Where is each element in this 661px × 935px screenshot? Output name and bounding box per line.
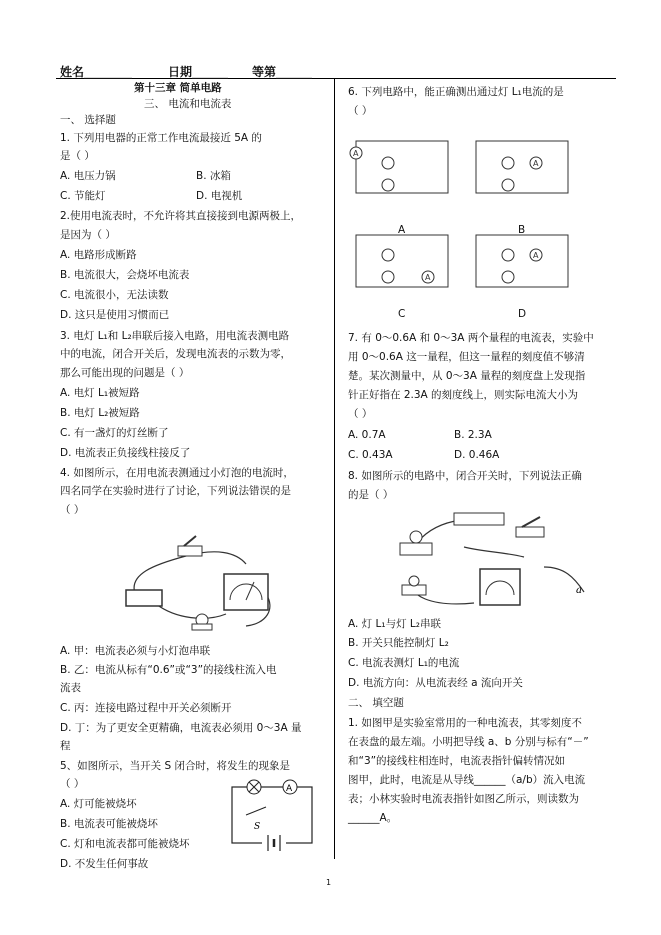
svg-text:A: A bbox=[533, 159, 539, 168]
column-divider bbox=[334, 79, 335, 859]
fill1-stem: 1. 如图甲是实验室常用的一种电流表，其零刻度不 bbox=[348, 717, 582, 729]
q4-option-c: C. 丙：连接电路过程中开关必须断开 bbox=[60, 702, 232, 714]
q4-stem: 4. 如图所示，在用电流表测通过小灯泡的电流时， bbox=[60, 467, 294, 479]
q7-stem: （ ） bbox=[348, 408, 373, 420]
name-field: 姓名________ bbox=[60, 65, 133, 79]
q5-option-b: B. 电流表可能被烧坏 bbox=[60, 818, 158, 830]
svg-text:A: A bbox=[286, 784, 293, 794]
q7-stem: 用 0～0.6A 这一量程，但这一量程的刻度值不够清 bbox=[348, 351, 585, 363]
q8-option-d: D. 电流方向：从电流表经 a 流向开关 bbox=[348, 677, 523, 689]
worksheet-page bbox=[56, 62, 616, 870]
q4-stem: 四名同学在实验时进行了讨论，下列说法错误的是 bbox=[60, 485, 291, 497]
svg-text:A: A bbox=[533, 251, 539, 260]
q7-option-d: D. 0.46A bbox=[454, 449, 500, 461]
q5-option-d: D. 不发生任何事故 bbox=[60, 858, 149, 870]
q2-stem: 是因为（ ） bbox=[60, 229, 116, 241]
fill1-stem: ______A。 bbox=[348, 812, 398, 824]
q5-stem: （ ） bbox=[60, 778, 85, 790]
q6-stem: 6. 下列电路中，能正确测出通过灯 L₁电流的是 bbox=[348, 86, 564, 98]
q5-switch-label: S bbox=[254, 822, 261, 832]
q4-option-d: 程 bbox=[60, 740, 71, 752]
q2-option-c: C. 电流很小，无法读数 bbox=[60, 289, 169, 301]
page-number: 1 bbox=[326, 878, 332, 887]
q2-option-b: B. 电流很大，会烧坏电流表 bbox=[60, 269, 190, 281]
q8-option-b: B. 开关只能控制灯 L₂ bbox=[348, 637, 449, 649]
q6-label-a: A bbox=[398, 224, 406, 236]
q5-stem: 5、如图所示，当开关 S 闭合时，将发生的现象是 bbox=[60, 760, 291, 772]
q1-stem: 是（ ） bbox=[60, 150, 95, 162]
header-row bbox=[56, 62, 616, 79]
q6-stem: （ ） bbox=[348, 105, 373, 117]
svg-text:A: A bbox=[425, 273, 431, 282]
q2-option-d: D. 这只是使用习惯而已 bbox=[60, 309, 170, 321]
q8-circuit-figure bbox=[394, 507, 594, 617]
q3-option-d: D. 电流表正负接线柱接反了 bbox=[60, 447, 191, 459]
fill1-stem: 在表盘的最左端。小明把导线 a、b 分别与标有“－” bbox=[348, 736, 589, 748]
q6-label-d: D bbox=[518, 308, 527, 320]
svg-text:A: A bbox=[353, 149, 359, 158]
q3-option-b: B. 电灯 L₂被短路 bbox=[60, 407, 140, 419]
q1-option-b: B. 冰箱 bbox=[196, 170, 231, 182]
date-field: 日期______ bbox=[168, 65, 229, 79]
part2-heading: 二、 填空题 bbox=[348, 697, 404, 709]
q7-stem: 针正好指在 2.3A 的刻度线上，则实际电流大小为 bbox=[348, 389, 579, 401]
q3-option-a: A. 电灯 L₁被短路 bbox=[60, 387, 140, 399]
q2-stem: 2.使用电流表时，不允许将其直接接到电源两极上， bbox=[60, 210, 302, 222]
q8-stem: 8. 如图所示的电路中，闭合开关时，下列说法正确 bbox=[348, 470, 582, 482]
q8-option-c: C. 电流表测灯 L₁的电流 bbox=[348, 657, 460, 669]
q1-option-c: C. 节能灯 bbox=[60, 190, 106, 202]
q8-wire-label-a: a bbox=[576, 585, 582, 596]
q3-option-c: C. 有一盏灯的灯丝断了 bbox=[60, 427, 169, 439]
fill1-stem: 和“3”的接线柱相连时，电流表指针偏转情况如 bbox=[348, 755, 566, 767]
q4-option-b: 流表 bbox=[60, 682, 81, 694]
q7-option-a: A. 0.7A bbox=[348, 429, 386, 441]
q1-stem: 1. 下列用电器的正常工作电流最接近 5A 的 bbox=[60, 132, 262, 144]
section-title: 三、 电流和电流表 bbox=[144, 98, 232, 110]
q6-circuit-figures bbox=[344, 131, 616, 311]
q1-option-a: A. 电压力锅 bbox=[60, 170, 116, 182]
q5-option-c: C. 灯和电流表都可能被烧坏 bbox=[60, 838, 190, 850]
part1-heading: 一、 选择题 bbox=[60, 114, 116, 126]
q3-stem: 3. 电灯 L₁和 L₂串联后接入电路，用电流表测电路 bbox=[60, 330, 290, 342]
q3-stem: 中的电流，闭合开关后，发现电流表的示数为零， bbox=[60, 348, 291, 360]
q7-stem: 楚。某次测量中，从 0～3A 量程的刻度盘上发现指 bbox=[348, 370, 586, 382]
q4-circuit-figure bbox=[116, 534, 286, 634]
q5-option-a: A. 灯可能被烧坏 bbox=[60, 798, 137, 810]
q4-option-a: A. 甲：电流表必须与小灯泡串联 bbox=[60, 645, 211, 657]
q6-label-b: B bbox=[518, 224, 526, 236]
rank-field: 等第______ bbox=[252, 65, 313, 79]
q5-circuit-figure bbox=[226, 779, 322, 855]
q7-stem: 7. 有 0～0.6A 和 0～3A 两个量程的电流表，实验中 bbox=[348, 332, 594, 344]
fill1-stem: 图甲，此时，电流是从导线______（a/b）流入电流 bbox=[348, 774, 586, 786]
q7-option-c: C. 0.43A bbox=[348, 449, 393, 461]
q1-option-d: D. 电视机 bbox=[196, 190, 243, 202]
q2-option-a: A. 电路形成断路 bbox=[60, 249, 137, 261]
q6-label-c: C bbox=[398, 308, 406, 320]
q8-option-a: A. 灯 L₁与灯 L₂串联 bbox=[348, 618, 441, 630]
fill1-stem: 表；小林实验时电流表指针如图乙所示，则读数为 bbox=[348, 793, 579, 805]
q3-stem: 那么可能出现的问题是（ ） bbox=[60, 367, 190, 379]
q4-stem: （ ） bbox=[60, 504, 85, 516]
q4-option-b: B. 乙：电流从标有“0.6”或“3”的接线柱流入电 bbox=[60, 664, 277, 676]
q8-stem: 的是（ ） bbox=[348, 489, 394, 501]
q7-option-b: B. 2.3A bbox=[454, 429, 492, 441]
q4-option-d: D. 丁：为了更安全更精确，电流表必须用 0～3A 量 bbox=[60, 722, 302, 734]
chapter-title: 第十三章 简单电路 bbox=[134, 82, 222, 94]
